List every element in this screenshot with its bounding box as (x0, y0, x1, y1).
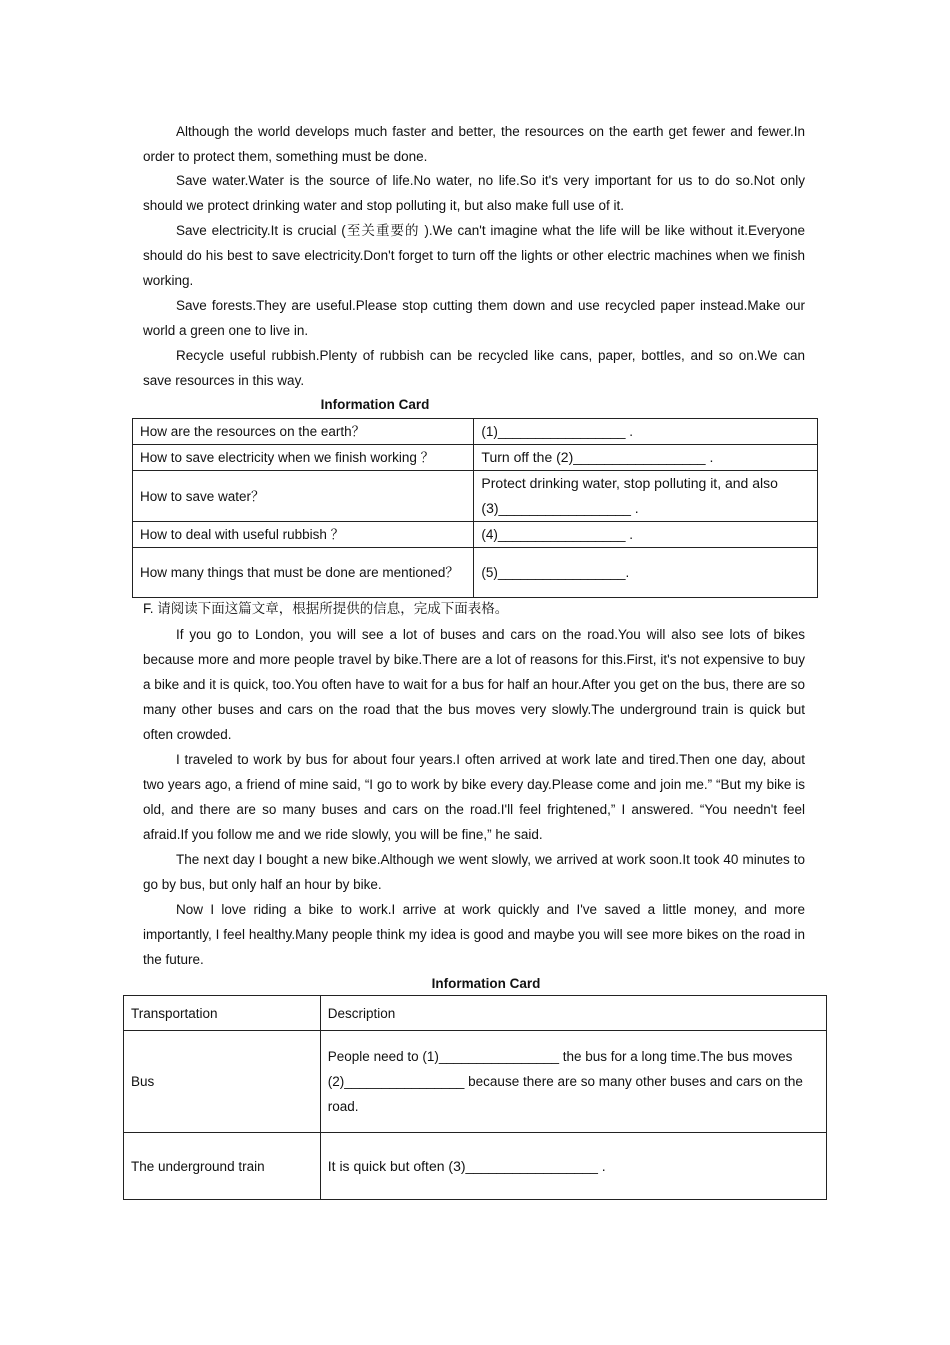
section-f-label: F. 请阅读下面这篇文章，根据所提供的信息，完成下面表格。 (143, 601, 509, 616)
passage-f-paragraph-4: Now I love riding a bike to work.I arrive at work quickly and I've saved a little money, and more importantly, I feel healthy.Many people think my idea is good and maybe you will see more bikes on the road in the future. (143, 902, 805, 967)
table-row (124, 1031, 827, 1133)
card-e-question: How are the resources on the earth？ (133, 419, 474, 445)
transport-name: Bus (124, 1031, 321, 1133)
transport-description: People need to (1)________________ the bus for a long time.The bus moves (2)________________ because there are so many other buses and cars on the road. (320, 1031, 826, 1133)
transport-description: It is quick but often (3)_________________ . (320, 1133, 826, 1200)
table-row (133, 548, 818, 598)
passage-e-paragraph-1: Although the world develops much faster and better, the resources on the earth get fewer and fewer.In order to protect them, something must be done. (143, 124, 805, 164)
card-f-table (123, 995, 827, 1200)
card-e-question: How to save electricity when we finish working ？ (133, 445, 474, 471)
card-e-answer: Turn off the (2)_________________ . (474, 445, 818, 471)
card-f-title: Information Card (431, 976, 541, 991)
card-e-question: How to save water？ (133, 471, 474, 522)
passage-f-paragraph-3: The next day I bought a new bike.Although we went slowly, we arrived at work soon.It took 40 minutes to go by bus, but only half an hour by bike. (143, 852, 805, 892)
passage-e-paragraph-3: Save electricity.It is crucial (至关重要的 ).We can't imagine what the life will be like without it.Everyone should do his best to save electricity.Don't forget to turn off the lights or other electric machines when we finish working. (143, 223, 805, 288)
table-row (133, 419, 818, 445)
passage-f-paragraph-1: If you go to London, you will see a lot of buses and cars on the road.You will also see lots of bikes because more and more people travel by bike.There are a lot of reasons for this.First, it's not expensive to buy a bike and it is quick, too.You often have to wait for a bus for half an hour.After you get on the bus, there are so many other buses and cars on the road that the bus moves very slowly.The underground train is quick but often crowded. (143, 627, 805, 742)
passage-e-paragraph-5: Recycle useful rubbish.Plenty of rubbish can be recycled like cans, paper, bottles, and so on.We can save resources in this way. (143, 348, 805, 388)
card-e-question: How to deal with useful rubbish ？ (133, 522, 474, 548)
header-transportation: Transportation (124, 996, 321, 1031)
card-e-question: How many things that must be done are mentioned？ (133, 548, 474, 598)
card-e-answer: (1)_________________ . (474, 419, 818, 445)
table-header-row (124, 996, 827, 1031)
card-e-answer: (5)_________________. (474, 548, 818, 598)
transport-name: The underground train (124, 1133, 321, 1200)
card-e-answer: Protect drinking water, stop polluting it, and also (3)_________________ . (474, 471, 818, 522)
table-row (133, 471, 818, 522)
table-row (133, 522, 818, 548)
card-e-title: Information Card (320, 397, 430, 412)
card-e-table (132, 418, 818, 598)
passage-e-paragraph-2: Save water.Water is the source of life.No water, no life.So it's very important for us to do so.Not only should we protect drinking water and stop polluting it, but also make full use of it. (143, 173, 805, 213)
table-row (133, 445, 818, 471)
card-e-answer: (4)_________________ . (474, 522, 818, 548)
header-description: Description (320, 996, 826, 1031)
table-row (124, 1133, 827, 1200)
passage-e-paragraph-4: Save forests.They are useful.Please stop cutting them down and use recycled paper instead.Make our world a green one to live in. (143, 298, 805, 338)
passage-f-paragraph-2: I traveled to work by bus for about four years.I often arrived at work late and tired.Then one day, about two years ago, a friend of mine said, “I go to work by bike every day.Please come and join me.” “But my bike is old, and there are so many buses and cars on the road.I'll feel frightened,” I answered. “You needn't feel afraid.If you follow me and we ride slowly, you will be fine,” he said. (143, 752, 805, 842)
